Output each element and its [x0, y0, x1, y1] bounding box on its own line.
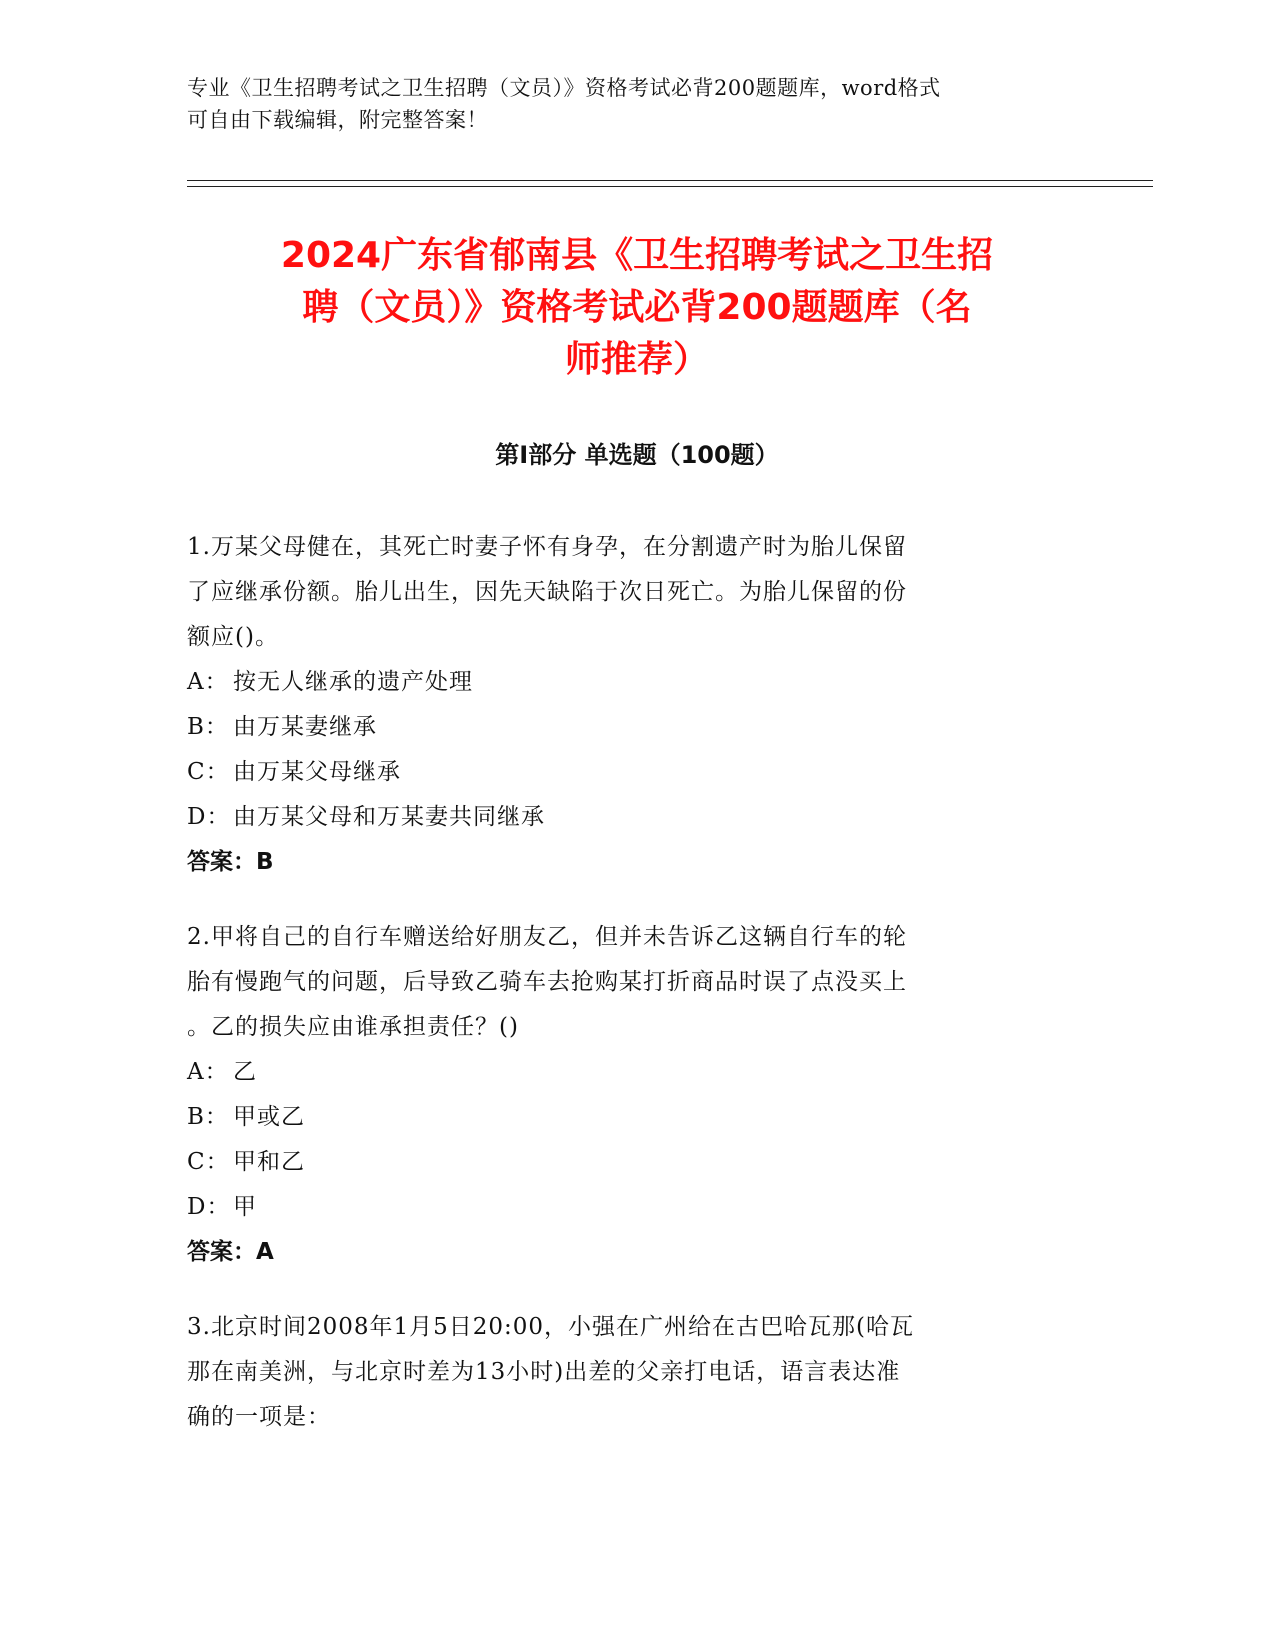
option-key: A：: [187, 669, 229, 695]
answer: 答案：B: [187, 849, 274, 875]
option-text: 甲或乙: [233, 1104, 305, 1130]
question-2: [187, 915, 1087, 1275]
option-b: [187, 705, 1087, 750]
question-stem: [187, 525, 1087, 660]
option-text: 甲和乙: [233, 1149, 305, 1175]
question-1: [187, 525, 1087, 885]
document-title-line3: 师推荐）: [564, 339, 709, 380]
header-divider-top: [187, 180, 1153, 181]
option-text: 按无人继承的遗产处理: [233, 669, 473, 695]
option-c: [187, 1140, 1087, 1185]
option-key: A：: [187, 1059, 229, 1085]
header-note: [187, 72, 1087, 136]
question-3: [187, 1305, 1087, 1440]
header-note-line1: 专业《卫生招聘考试之卫生招聘（文员）》资格考试必背200题题库，word格式: [187, 76, 941, 100]
option-b: [187, 1095, 1087, 1140]
stem-line: 2.甲将自己的自行车赠送给好朋友乙，但并未告诉乙这辆自行车的轮: [187, 924, 907, 950]
document-title: [187, 230, 1087, 386]
stem-line: 了应继承份额。胎儿出生，因先天缺陷于次日死亡。为胎儿保留的份: [187, 579, 907, 605]
option-key: D：: [187, 1194, 231, 1220]
stem-line: 1.万某父母健在，其死亡时妻子怀有身孕，在分割遗产时为胎儿保留: [187, 534, 907, 560]
header-divider-bottom: [187, 186, 1153, 187]
option-key: C：: [187, 759, 230, 785]
option-key: D：: [187, 804, 231, 830]
option-key: B：: [187, 714, 229, 740]
stem-line: 胎有慢跑气的问题，后导致乙骑车去抢购某打折商品时误了点没买上: [187, 969, 907, 995]
option-text: 乙: [233, 1059, 257, 1085]
stem-line: 。乙的损失应由谁承担责任？(): [187, 1014, 519, 1040]
option-key: C：: [187, 1149, 230, 1175]
document-title-line1: 2024广东省郁南县《卫生招聘考试之卫生招: [280, 235, 994, 276]
option-text: 由万某妻继承: [233, 714, 377, 740]
question-stem: [187, 1305, 1087, 1440]
question-stem: [187, 915, 1087, 1050]
question-list: [187, 525, 1087, 1470]
option-text: 由万某父母继承: [233, 759, 401, 785]
option-d: [187, 1185, 1087, 1230]
option-text: 由万某父母和万某妻共同继承: [233, 804, 545, 830]
stem-line: 额应()。: [187, 624, 279, 650]
option-a: [187, 1050, 1087, 1095]
section-title: 第Ⅰ部分 单选题（100题）: [495, 441, 779, 469]
header-note-line2: 可自由下载编辑，附完整答案！: [187, 108, 488, 132]
option-text: 甲: [233, 1194, 257, 1220]
option-d: [187, 795, 1087, 840]
option-a: [187, 660, 1087, 705]
document-title-line2: 聘（文员）》资格考试必背200题题库（名: [302, 287, 972, 328]
answer: 答案：A: [187, 1239, 274, 1265]
stem-line: 那在南美洲，与北京时差为13小时)出差的父亲打电话，语言表达准: [187, 1359, 901, 1385]
option-key: B：: [187, 1104, 229, 1130]
option-c: [187, 750, 1087, 795]
stem-line: 确的一项是：: [187, 1404, 331, 1430]
stem-line: 3.北京时间2008年1月5日20:00，小强在广州给在古巴哈瓦那(哈瓦: [187, 1314, 914, 1340]
